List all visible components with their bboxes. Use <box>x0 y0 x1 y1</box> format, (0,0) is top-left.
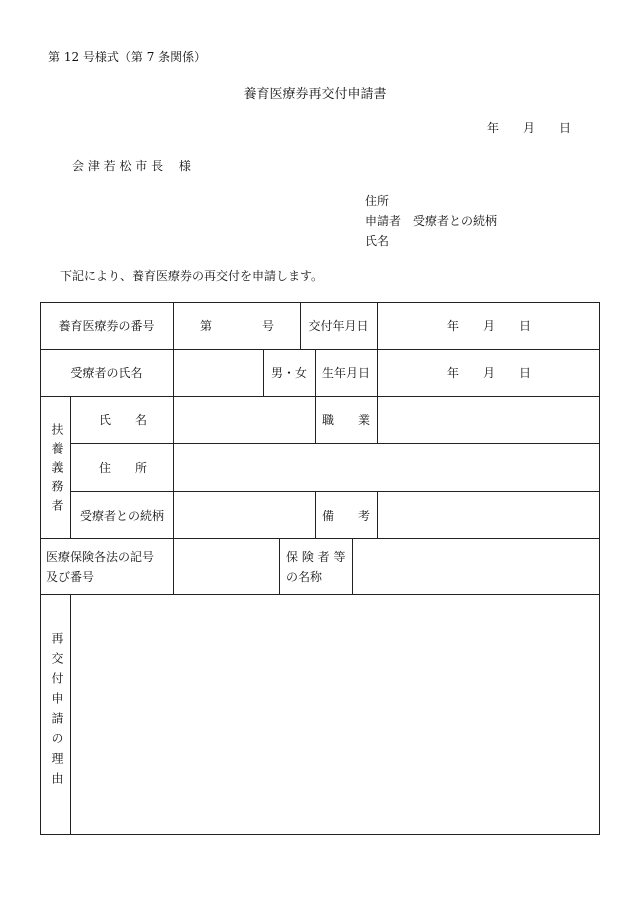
insurance-code-label-line2: 及び番号 <box>46 570 95 584</box>
ticket-number-label: 養育医療券の番号 <box>58 319 155 333</box>
insurance-code-label-line1: 医療保険各法の記号 <box>46 550 155 564</box>
guardian-name-label: 氏 名 <box>99 413 148 427</box>
col-divider <box>315 396 316 443</box>
row-divider <box>70 491 600 492</box>
ticket-number-dai: 第 <box>200 319 213 333</box>
addressee: 会 津 若 松 市 長 様 <box>72 159 191 173</box>
form-title: 養育医療券再交付申請書 <box>243 87 387 102</box>
applicant-relation-label: 申請者 受療者との続柄 <box>365 214 498 228</box>
birth-date-value: 年 月 日 <box>447 366 532 380</box>
col-divider <box>352 538 353 594</box>
occupation-label: 職 業 <box>322 413 371 427</box>
sex-label: 男・女 <box>270 366 307 380</box>
guardian-group-label: 扶養義務者 <box>50 422 64 518</box>
guardian-relation-label: 受療者との続柄 <box>80 509 165 523</box>
col-divider <box>173 538 174 594</box>
issue-date-label: 交付年月日 <box>308 319 369 333</box>
guardian-address-label: 住 所 <box>99 461 148 475</box>
col-divider <box>70 396 71 538</box>
col-divider <box>377 491 378 538</box>
col-divider <box>315 491 316 538</box>
applicant-address-label: 住所 <box>365 194 390 208</box>
issue-date-value: 年 月 日 <box>447 319 532 333</box>
form-number: 第 12 号様式（第 7 条関係） <box>48 50 207 64</box>
col-divider <box>70 594 71 835</box>
col-divider <box>377 396 378 443</box>
submission-date: 年 月 日 <box>487 121 572 135</box>
insurer-label-line2: の名称 <box>286 570 323 584</box>
row-divider <box>70 443 600 444</box>
application-table <box>40 302 600 835</box>
insurer-label-line1: 保 険 者 等 <box>286 550 346 564</box>
applicant-name-label: 氏名 <box>365 234 390 248</box>
row-divider <box>40 349 600 350</box>
remarks-label: 備 考 <box>322 509 371 523</box>
row-divider <box>40 594 600 595</box>
ticket-number-go: 号 <box>262 319 275 333</box>
row-divider <box>40 396 600 397</box>
col-divider <box>377 302 378 349</box>
col-divider <box>279 538 280 594</box>
col-divider <box>173 302 174 349</box>
patient-name-label: 受療者の氏名 <box>70 366 143 380</box>
intro-text: 下記により、養育医療券の再交付を申請します。 <box>60 269 324 283</box>
col-divider <box>173 396 174 538</box>
birth-date-label: 生年月日 <box>321 366 370 380</box>
row-divider <box>40 538 600 539</box>
col-divider <box>173 349 174 396</box>
col-divider <box>377 349 378 396</box>
reason-label: 再交付申請の理由 <box>50 632 64 792</box>
